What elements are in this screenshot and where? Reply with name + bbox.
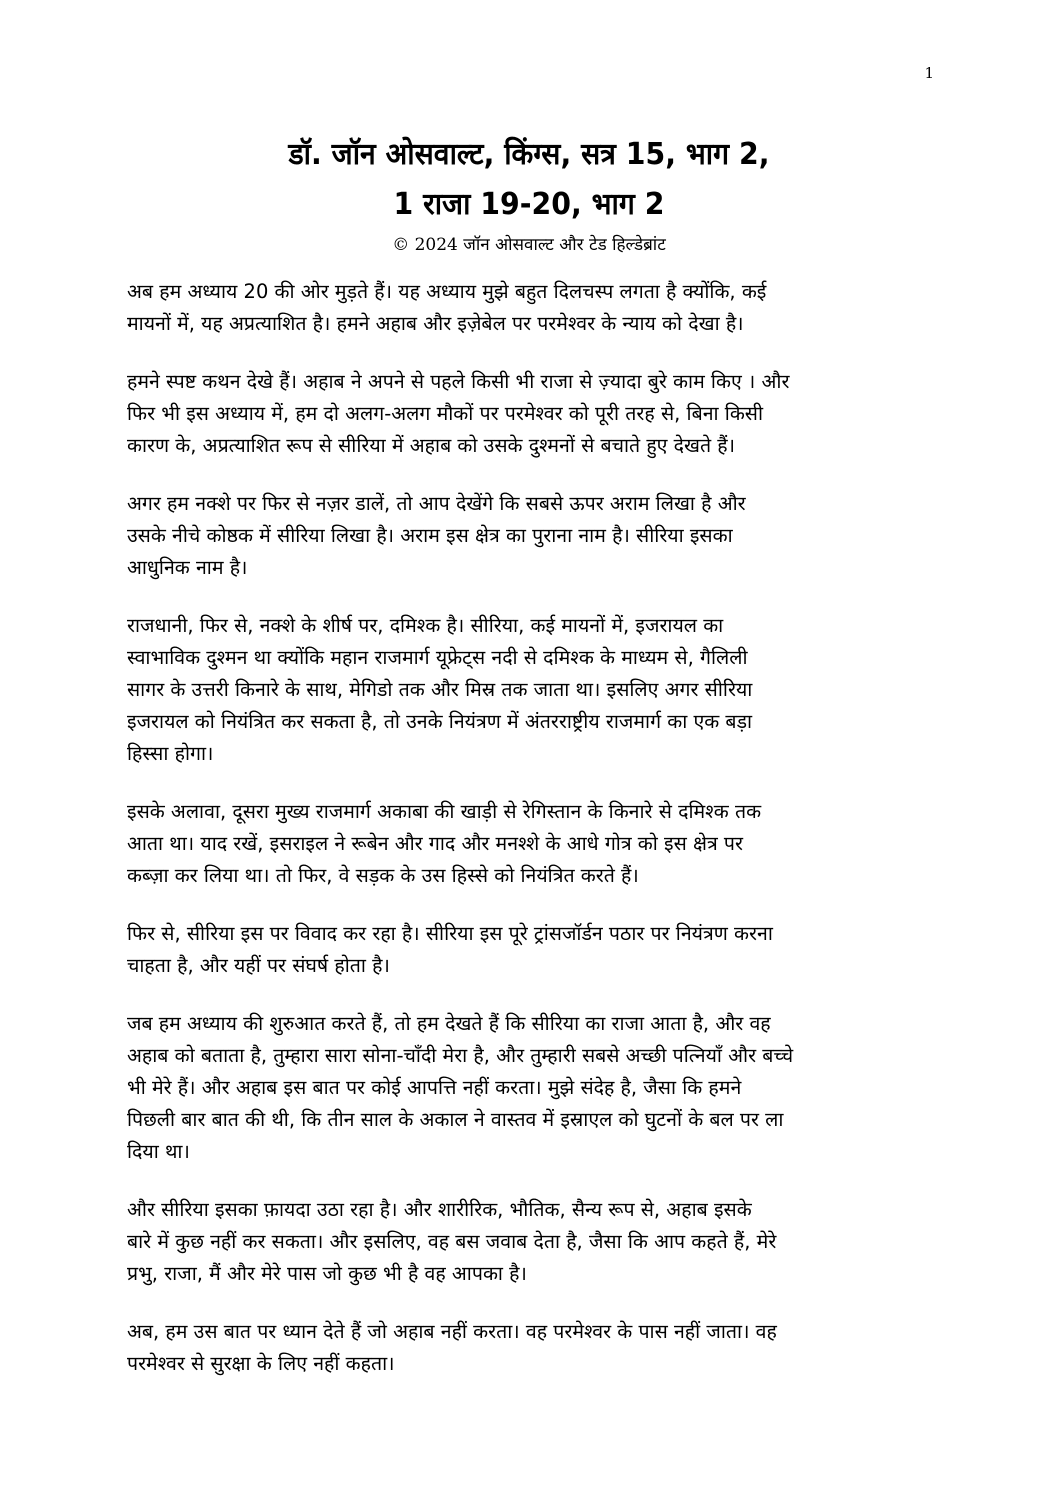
title-line-2: 1 राजा 19-20, भाग 2 [393,187,665,222]
paragraph-line: उसके नीचे कोष्ठक में सीरिया लिखा है। अराम इस क्षेत्र का पुराना नाम है। सीरिया इसका [127,524,733,547]
document-header [0,130,1058,258]
paragraph [127,610,927,770]
paragraph [127,276,927,340]
page-number: 1 [924,64,934,82]
paragraph-line: आता था। याद रखें, इसराइल ने रूबेन और गाद और मनश्शे के आधे गोत्र को इस क्षेत्र पर [127,832,743,855]
paragraph [127,1194,927,1290]
paragraph [127,366,927,462]
paragraph-line: स्वाभाविक दुश्मन था क्योंकि महान राजमार्ग यूफ्रेट्स नदी से दमिश्क के माध्यम से, गैलिली [127,646,748,669]
paragraph-line: मायनों में, यह अप्रत्याशित है। हमने अहाब और इज़ेबेल पर परमेश्वर के न्याय को देखा है। [127,312,744,335]
paragraph-line: आधुनिक नाम है। [127,556,248,579]
paragraph-line: बारे में कुछ नहीं कर सकता। और इसलिए, वह बस जवाब देता है, जैसा कि आप कहते हैं, मेरे [127,1230,777,1253]
copyright-notice: © 2024 जॉन ओसवाल्ट और टेड हिल्डेब्रांट [392,235,666,255]
paragraph [127,918,927,982]
paragraph-line: सागर के उत्तरी किनारे के साथ, मेगिडो तक और मिस्र तक जाता था। इसलिए अगर सीरिया [127,678,753,701]
document-body [127,276,927,1406]
paragraph-line: जब हम अध्याय की शुरुआत करते हैं, तो हम देखते हैं कि सीरिया का राजा आता है, और वह [127,1012,771,1035]
title-line-1: डॉ. जॉन ओसवाल्ट, किंग्स, सत्र 15, भाग 2, [288,137,770,172]
paragraph-line: अब, हम उस बात पर ध्यान देते हैं जो अहाब नहीं करता। वह परमेश्वर के पास नहीं जाता। वह [127,1320,777,1343]
paragraph-line: फिर से, सीरिया इस पर विवाद कर रहा है। सीरिया इस पूरे ट्रांसजॉर्डन पठार पर नियंत्रण करना [127,922,773,945]
paragraph-line: कारण के, अप्रत्याशित रूप से सीरिया में अहाब को उसके दुश्मनों से बचाते हुए देखते हैं। [127,434,736,457]
paragraph-line: भी मेरे हैं। और अहाब इस बात पर कोई आपत्ति नहीं करता। मुझे संदेह है, जैसा कि हमने [127,1076,742,1099]
paragraph-line: प्रभु, राजा, मैं और मेरे पास जो कुछ भी है वह आपका है। [127,1262,527,1285]
paragraph-line: हमने स्पष्ट कथन देखे हैं। अहाब ने अपने से पहले किसी भी राजा से ज़्यादा बुरे काम किए । और [127,370,790,393]
paragraph-line: और सीरिया इसका फ़ायदा उठा रहा है। और शारीरिक, भौतिक, सैन्य रूप से, अहाब इसके [127,1198,752,1221]
paragraph [127,796,927,892]
paragraph-line: फिर भी इस अध्याय में, हम दो अलग-अलग मौकों पर परमेश्वर को पूरी तरह से, बिना किसी [127,402,764,425]
paragraph-line: पिछली बार बात की थी, कि तीन साल के अकाल ने वास्तव में इस्राएल को घुटनों के बल पर ला [127,1108,784,1131]
paragraph-line: इसके अलावा, दूसरा मुख्य राजमार्ग अकाबा की खाड़ी से रेगिस्तान के किनारे से दमिश्क तक [127,800,762,823]
paragraph [127,488,927,584]
paragraph-line: कब्ज़ा कर लिया था। तो फिर, वे सड़क के उस हिस्से को नियंत्रित करते हैं। [127,864,639,887]
paragraph [127,1316,927,1380]
paragraph-line: राजधानी, फिर से, नक्शे के शीर्ष पर, दमिश्क है। सीरिया, कई मायनों में, इजरायल का [127,614,724,637]
paragraph-line: अहाब को बताता है, तुम्हारा सारा सोना-चाँदी मेरा है, और तुम्हारी सबसे अच्छी पत्नियाँ और बच्चे [127,1044,794,1067]
paragraph [127,1008,927,1168]
paragraph-line: अब हम अध्याय 20 की ओर मुड़ते हैं। यह अध्याय मुझे बहुत दिलचस्प लगता है क्योंकि, कई [127,280,767,303]
paragraph-line: दिया था। [127,1140,190,1163]
paragraph-line: चाहता है, और यहीं पर संघर्ष होता है। [127,954,390,977]
paragraph-line: हिस्सा होगा। [127,742,214,765]
paragraph-line: अगर हम नक्शे पर फिर से नज़र डालें, तो आप देखेंगे कि सबसे ऊपर अराम लिखा है और [127,492,746,515]
paragraph-line: परमेश्वर से सुरक्षा के लिए नहीं कहता। [127,1352,395,1375]
paragraph-line: इजरायल को नियंत्रित कर सकता है, तो उनके नियंत्रण में अंतरराष्ट्रीय राजमार्ग का एक बड़ा [127,710,753,733]
